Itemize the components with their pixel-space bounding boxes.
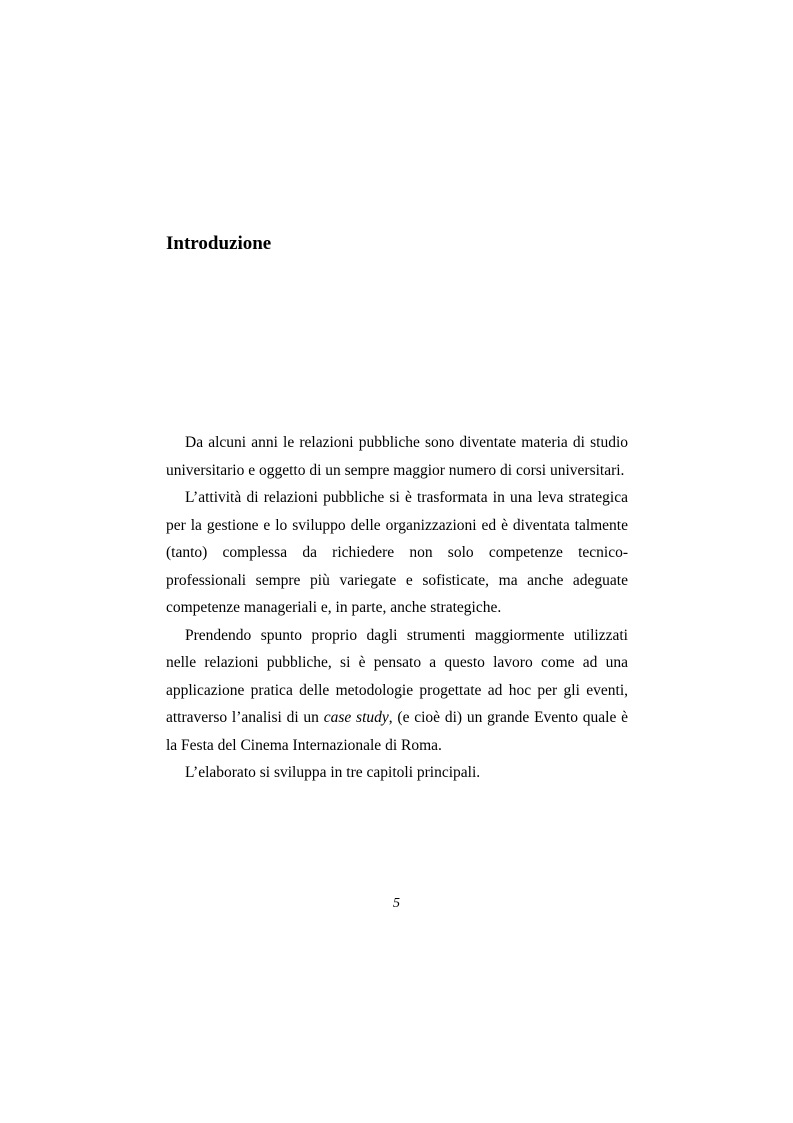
paragraph-3-emphasis: case study — [323, 709, 389, 726]
paragraph-4: L’elaborato si sviluppa in tre capitoli principali. — [185, 764, 481, 781]
page-number: 5 — [393, 896, 400, 911]
paragraph-3 — [166, 622, 628, 760]
paragraph-2: L’attività di relazioni pubbliche si è trasformata in una leva strategica per la gestione e lo sviluppo delle organizzazioni ed è diventata talmente (tanto) complessa da richiedere non solo competenze tecnico- professionali sempre più variegate e sofisticate, ma anche adeguate competenze manageriali e, in parte, anche strategiche. — [166, 489, 628, 616]
paragraph-1: Da alcuni anni le relazioni pubbliche sono diventate materia di studio universitario e oggetto di un sempre maggior numero di corsi universitari. — [166, 434, 628, 479]
chapter-heading: Introduzione — [166, 233, 272, 254]
body-text — [166, 429, 628, 787]
paragraph-3-text-after: , (e cioè di) un grande Evento quale è la Festa del Cinema Internazionale di Roma. — [166, 709, 628, 754]
paragraph-3-text-before: Prendendo spunto proprio dagli strumenti maggiormente utilizzati nelle relazioni pubbliche, si è pensato a questo lavoro come ad una applicazione pratica delle metodologie progettate ad hoc per gli eventi, attraverso l’analisi di un — [166, 626, 628, 726]
